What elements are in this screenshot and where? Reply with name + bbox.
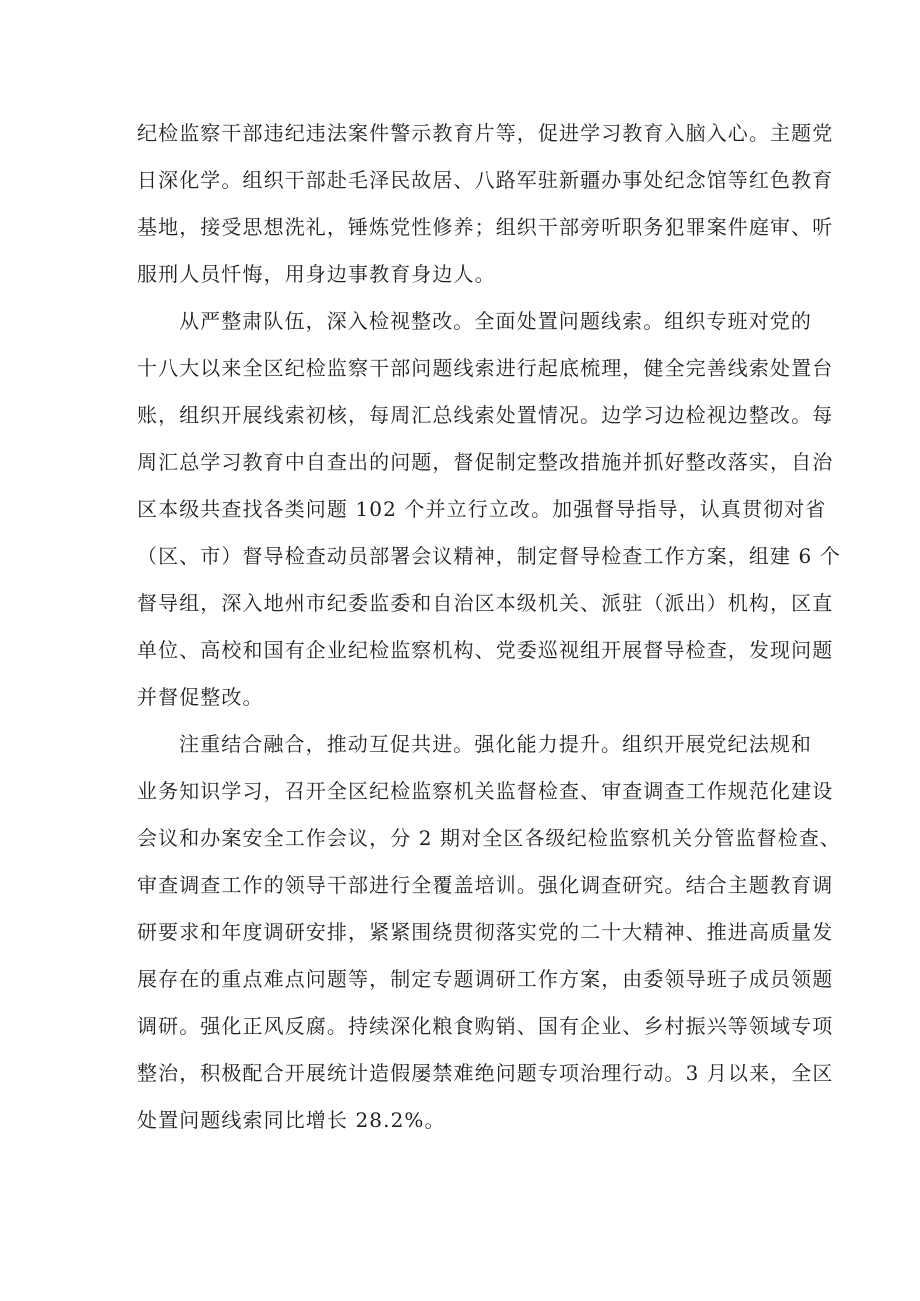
text-line: 审查调查工作的领导干部进行全覆盖培训。强化调查研究。结合主题教育调 xyxy=(137,873,834,897)
text-line: 单位、高校和国有企业纪检监察机构、党委巡视组开展督导检查，发现问题 xyxy=(137,638,834,662)
text-line: 会议和办案安全工作会议，分 2 期对全区各级纪检监察机关分管监督检查、 xyxy=(137,826,841,850)
text-line: 账，组织开展线索初核，每周汇总线索处置情况。边学习边检视边整改。每 xyxy=(137,403,834,427)
text-line: 十八大以来全区纪检监察干部问题线索进行起底梳理，健全完善线索处置台 xyxy=(137,356,834,380)
text-line: （区、市）督导检查动员部署会议精神，制定督导检查工作方案，组建 6 个 xyxy=(137,544,841,568)
paragraph-first-line: 从严整肃队伍，深入检视整改。全面处置问题线索。组织专班对党的 xyxy=(179,309,812,333)
paragraph-first-line: 注重结合融合，推动互促共进。强化能力提升。组织开展党纪法规和 xyxy=(179,732,812,756)
text-line: 区本级共查找各类问题 102 个并立行立改。加强督导指导，认真贯彻对省 xyxy=(137,497,827,521)
text-line: 基地，接受思想洗礼，锤炼党性修养；组织干部旁听职务犯罪案件庭审、听 xyxy=(137,215,834,239)
text-line: 调研。强化正风反腐。持续深化粮食购销、国有企业、乡村振兴等领域专项 xyxy=(137,1014,834,1038)
text-line: 研要求和年度调研安排，紧紧围绕贯彻落实党的二十大精神、推进高质量发 xyxy=(137,920,834,944)
text-line: 督导组，深入地州市纪委监委和自治区本级机关、派驻（派出）机构，区直 xyxy=(137,591,834,615)
text-line: 服刑人员忏悔，用身边事教育身边人。 xyxy=(137,262,496,286)
text-line: 业务知识学习，召开全区纪检监察机关监督检查、审查调查工作规范化建设 xyxy=(137,779,834,803)
text-line: 处置问题线索同比增长 28.2%。 xyxy=(137,1108,446,1132)
text-line: 整治，积极配合开展统计造假屡禁难绝问题专项治理行动。3 月以来，全区 xyxy=(137,1061,834,1085)
text-line: 周汇总学习教育中自查出的问题，督促制定整改措施并抓好整改落实，自治 xyxy=(137,450,834,474)
text-line: 展存在的重点难点问题等，制定专题调研工作方案，由委领导班子成员领题 xyxy=(137,967,834,991)
text-line: 日深化学。组织干部赴毛泽民故居、八路军驻新疆办事处纪念馆等红色教育 xyxy=(137,168,834,192)
text-line: 并督促整改。 xyxy=(137,685,264,709)
text-line: 纪检监察干部违纪违法案件警示教育片等，促进学习教育入脑入心。主题党 xyxy=(137,121,834,145)
